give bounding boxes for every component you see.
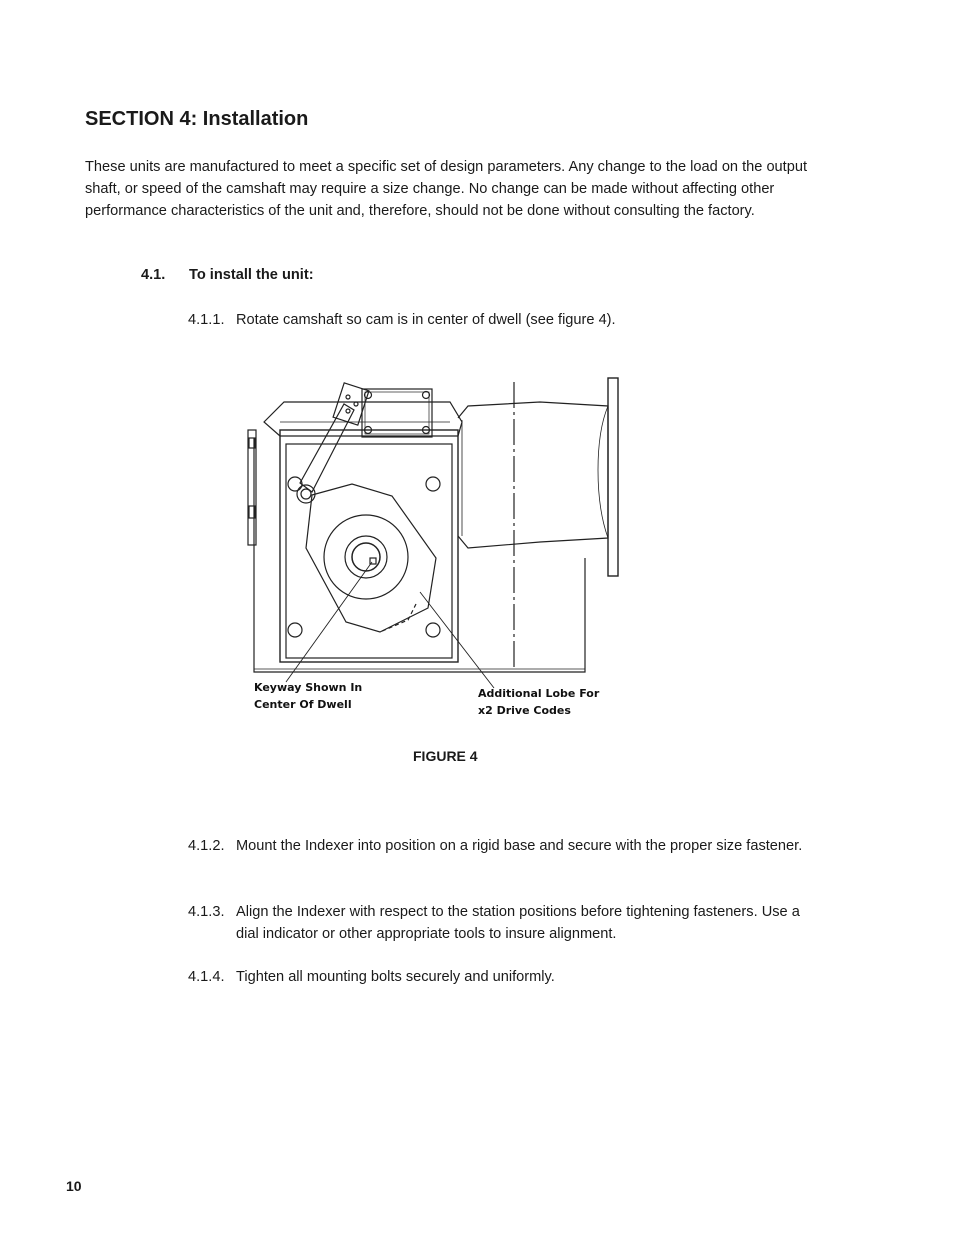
output-flange: [608, 378, 618, 576]
switch-dot: [346, 409, 350, 413]
step-text: Tighten all mounting bolts securely and uniformly.: [236, 969, 555, 985]
output-housing-taper: [598, 406, 608, 538]
cam-bore: [352, 543, 380, 571]
step-4-1-1: [188, 309, 808, 331]
step-4-1-4: [188, 966, 808, 988]
intro-paragraph: These units are manufactured to meet a specific set of design parameters. Any change to the load on the output shaft, or speed of the camshaft may require a size change. No change can be made without affecting other performance characteristics of the unit and, therefore, should not be done without consulting the factory.: [85, 159, 808, 219]
callout-keyway: [254, 679, 362, 713]
page-number: 10: [66, 1178, 82, 1194]
callout-keyway-line2: Center Of Dwell: [254, 698, 352, 711]
corner-bolt: [288, 477, 302, 491]
corner-bolt: [426, 623, 440, 637]
subsection-title: To install the unit:: [189, 267, 314, 283]
step-4-1-2: [188, 835, 808, 857]
step-number: 4.1.4.: [188, 969, 225, 985]
lever-pivot-inner: [301, 489, 311, 499]
corner-bolt: [288, 623, 302, 637]
cam-lobe-dashed: [380, 604, 416, 632]
callout-lobe: [478, 685, 599, 719]
section-title: SECTION 4: Installation: [85, 108, 309, 130]
switch-body: [333, 383, 369, 425]
step-number: 4.1.3.: [188, 904, 225, 920]
callout-lobe-line2: x2 Drive Codes: [478, 704, 571, 717]
step-number: 4.1.2.: [188, 838, 225, 854]
subsection-heading: [141, 267, 314, 283]
step-text: Rotate camshaft so cam is in center of dwell (see figure 4).: [236, 312, 616, 328]
base-outline: [254, 438, 585, 672]
switch-dot: [354, 402, 358, 406]
cam-outer-ring: [324, 515, 408, 599]
figure-caption: FIGURE 4: [413, 748, 478, 764]
leader-lobe: [420, 592, 494, 688]
bolt: [423, 392, 430, 399]
output-housing: [458, 402, 608, 548]
indexer-diagram: [240, 370, 640, 700]
step-number: 4.1.1.: [188, 312, 225, 328]
subsection-number: 4.1.: [141, 267, 166, 283]
step-text: Align the Indexer with respect to the station positions before tightening fasteners. Use a dial indicator or other appropriate tools to insure alignment.: [236, 904, 800, 942]
top-block-inner: [365, 392, 429, 434]
corner-bolt: [426, 477, 440, 491]
switch-dot: [346, 395, 350, 399]
lever-arm: [300, 404, 354, 492]
step-4-1-3: [188, 901, 808, 945]
leader-keyway: [286, 562, 372, 682]
step-text: Mount the Indexer into position on a rigid base and secure with the proper size fastener.: [236, 838, 803, 854]
callout-keyway-line1: Keyway Shown In: [254, 681, 363, 694]
callout-lobe-line1: Additional Lobe For: [478, 687, 600, 700]
